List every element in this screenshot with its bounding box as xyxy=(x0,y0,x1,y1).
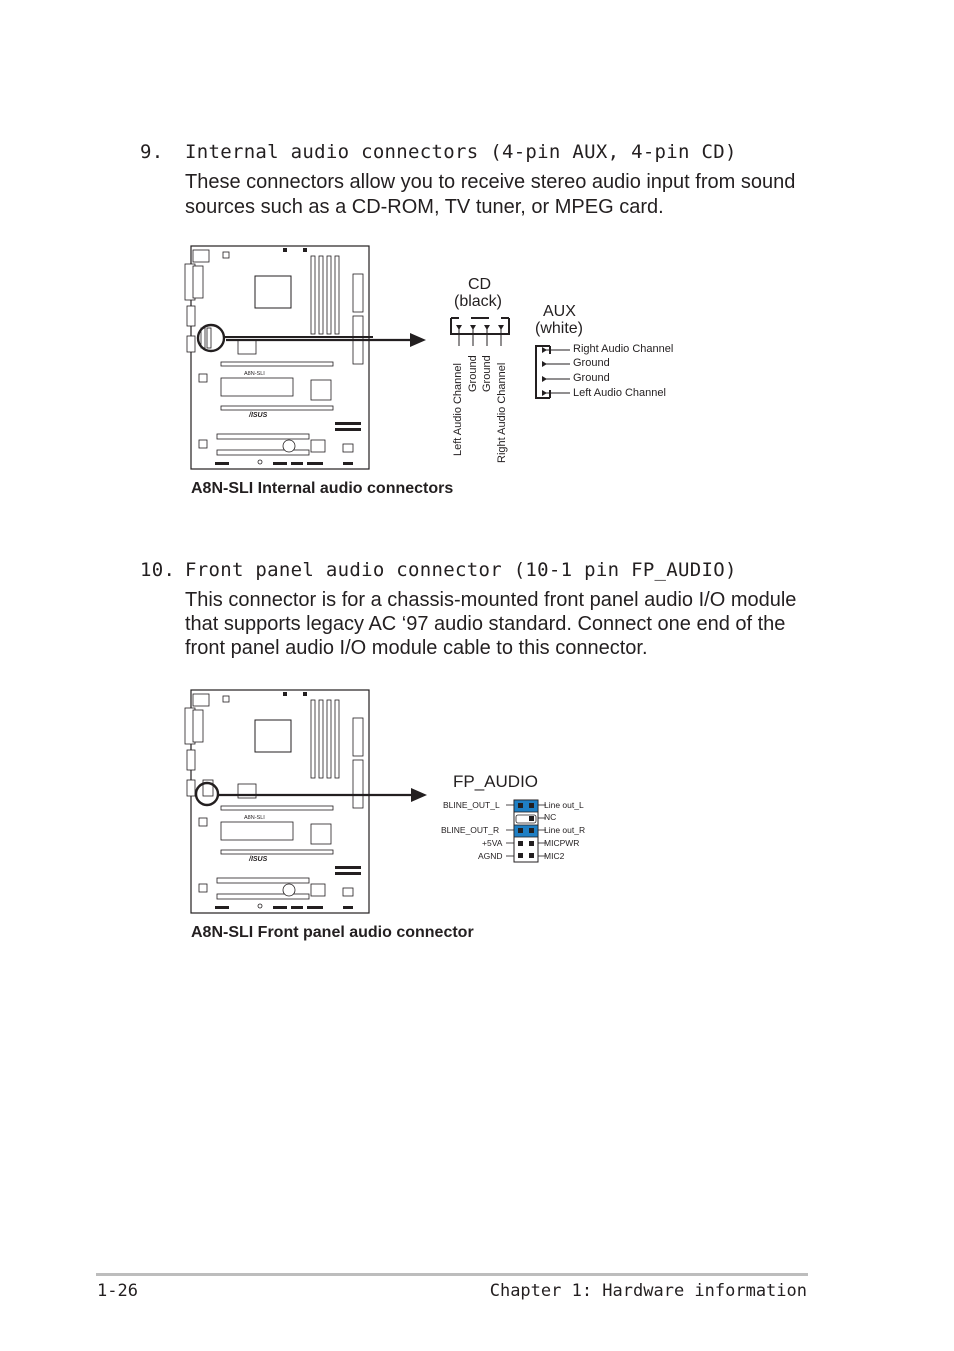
chapter-title: Chapter 1: Hardware information xyxy=(489,1281,807,1301)
aux-pin-4: Left Audio Channel xyxy=(573,387,666,399)
arrow-2 xyxy=(219,785,429,805)
cd-label-line-1: CD xyxy=(468,276,492,293)
aux-pin-2: Ground xyxy=(573,357,610,369)
aux-connector xyxy=(530,342,574,402)
fp-left-pin-4: AGND xyxy=(478,851,503,861)
cd-pin-4: Right Audio Channel xyxy=(496,362,508,463)
section-10-body-line-1: This connector is for a chassis-mounted front panel audio I/O module xyxy=(185,589,797,611)
footer-rule xyxy=(96,1273,808,1276)
cd-pin-3: Ground xyxy=(481,355,493,392)
fp-left-pin-3: +5VA xyxy=(482,838,503,848)
section-9-title: Internal audio connectors (4-pin AUX, 4-pin CD) xyxy=(185,141,737,163)
page-number: 1-26 xyxy=(97,1281,138,1301)
section-9-body-line-1: These connectors allow you to receive stereo audio input from sound xyxy=(185,171,796,193)
cd-connector xyxy=(447,314,513,348)
fp-right-pin-5: MIC2 xyxy=(544,851,565,861)
cd-pin-2: Ground xyxy=(467,355,479,392)
fp-right-pin-1: Line out_L xyxy=(544,800,584,810)
fp-left-pin-1: BLINE_OUT_L xyxy=(443,800,500,810)
aux-pin-1: Right Audio Channel xyxy=(573,343,674,355)
section-10-number: 10. xyxy=(140,559,176,581)
aux-label-line-2: (white) xyxy=(535,320,584,337)
fp-right-pin-2: NC xyxy=(544,812,557,822)
fp-audio-label: FP_AUDIO xyxy=(453,772,539,791)
fp-left-pin-2: BLINE_OUT_R xyxy=(441,825,500,835)
cd-label-line-2: (black) xyxy=(454,293,503,310)
board-label-1: A8N-SLI xyxy=(244,371,265,377)
fp-right-pin-3: Line out_R xyxy=(544,825,586,835)
caption-internal-audio: A8N-SLI Internal audio connectors xyxy=(191,480,454,497)
aux-pin-3: Ground xyxy=(573,372,610,384)
section-10-title: Front panel audio connector (10-1 pin FP_AUDIO) xyxy=(185,559,737,581)
fp-audio-connector xyxy=(506,798,546,864)
board-brand-1: /ISUS xyxy=(249,412,268,419)
motherboard-diagram-1 xyxy=(183,244,373,474)
section-10-body-line-3: front panel audio I/O module cable to this connector. xyxy=(185,637,648,659)
fp-right-pin-4: MICPWR xyxy=(544,838,580,848)
aux-label-line-1: AUX xyxy=(543,303,576,320)
section-9-body-line-2: sources such as a CD-ROM, TV tuner, or MPEG card. xyxy=(185,196,664,218)
cd-pin-1: Left Audio Channel xyxy=(452,363,464,456)
caption-front-panel-audio: A8N-SLI Front panel audio connector xyxy=(191,924,474,941)
board-label-2: A8N-SLI xyxy=(244,815,265,821)
arrow-1 xyxy=(226,330,428,350)
board-brand-2: /ISUS xyxy=(249,856,268,863)
section-9-number: 9. xyxy=(140,141,164,163)
section-10-body-line-2: that supports legacy AC ‘97 audio standard. Connect one end of the xyxy=(185,613,786,635)
